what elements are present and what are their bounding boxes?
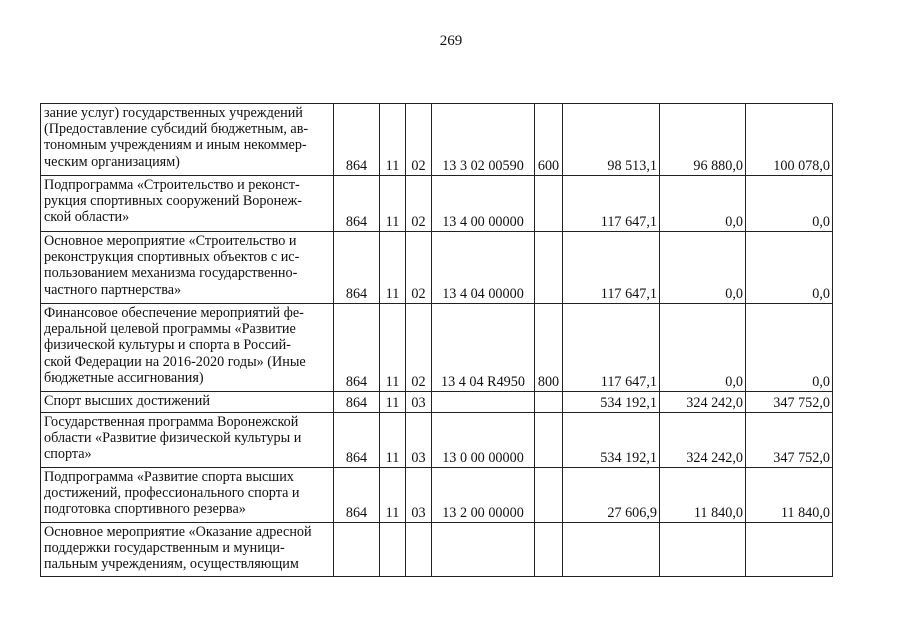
- row-description: Подпрограмма «Строительство и реконст- рукция спортивных сооружений Воронеж- ской области»: [41, 176, 334, 232]
- cell-amount-3: 0,0: [746, 304, 833, 392]
- cell-pr: 03: [406, 413, 432, 468]
- table-row: [41, 413, 833, 468]
- cell-amount-2: 324 242,0: [660, 413, 746, 468]
- cell-ved: [334, 523, 380, 577]
- cell-amount-2: 11 840,0: [660, 468, 746, 523]
- cell-csr: 13 4 04 00000: [432, 232, 535, 304]
- cell-amount-2: 0,0: [660, 176, 746, 232]
- cell-csr: 13 4 04 R4950: [432, 304, 535, 392]
- cell-amount-3: [746, 523, 833, 577]
- table-row: [41, 304, 833, 392]
- cell-vr: 600: [535, 104, 563, 176]
- cell-rz: 11: [380, 304, 406, 392]
- cell-amount-3: 100 078,0: [746, 104, 833, 176]
- row-description: Финансовое обеспечение мероприятий фе- деральной целевой программы «Развитие физической культуры и спорта в Россий- ской Федерации на 2016-2020 годы» (Иные бюджетные ассигнования): [41, 304, 334, 392]
- cell-vr: 800: [535, 304, 563, 392]
- cell-pr: 03: [406, 468, 432, 523]
- cell-ved: 864: [334, 104, 380, 176]
- cell-rz: 11: [380, 468, 406, 523]
- cell-ved: 864: [334, 392, 380, 413]
- cell-rz: 11: [380, 176, 406, 232]
- cell-rz: [380, 523, 406, 577]
- table-row: [41, 176, 833, 232]
- cell-amount-1: 534 192,1: [563, 392, 660, 413]
- cell-ved: 864: [334, 232, 380, 304]
- row-description: Подпрограмма «Развитие спорта высших достижений, профессионального спорта и подготовка спортивного резерва»: [41, 468, 334, 523]
- cell-csr: 13 3 02 00590: [432, 104, 535, 176]
- row-description: Основное мероприятие «Строительство и реконструкция спортивных объектов с ис- пользованием механизма государственно- частного партнерства»: [41, 232, 334, 304]
- cell-vr: [535, 232, 563, 304]
- table-row: [41, 468, 833, 523]
- cell-vr: [535, 176, 563, 232]
- budget-table: [40, 103, 833, 577]
- cell-amount-1: [563, 523, 660, 577]
- cell-amount-2: 0,0: [660, 304, 746, 392]
- cell-csr: 13 2 00 00000: [432, 468, 535, 523]
- cell-ved: 864: [334, 413, 380, 468]
- cell-rz: 11: [380, 413, 406, 468]
- cell-pr: 02: [406, 176, 432, 232]
- cell-csr: [432, 523, 535, 577]
- table-row: [41, 104, 833, 176]
- table-body: [41, 104, 833, 577]
- row-description: зание услуг) государственных учреждений (Предоставление субсидий бюджетным, ав- тономным учреждениям и иным некоммер- ческим организациям): [41, 104, 334, 176]
- cell-pr: [406, 523, 432, 577]
- row-description: Основное мероприятие «Оказание адресной поддержки государственным и муници- пальным учреждениям, осуществляющим: [41, 523, 334, 577]
- cell-rz: 11: [380, 392, 406, 413]
- cell-amount-1: 534 192,1: [563, 413, 660, 468]
- cell-csr: [432, 392, 535, 413]
- cell-pr: 02: [406, 232, 432, 304]
- cell-amount-1: 27 606,9: [563, 468, 660, 523]
- row-description: Спорт высших достижений: [41, 392, 334, 413]
- cell-vr: [535, 413, 563, 468]
- cell-amount-1: 98 513,1: [563, 104, 660, 176]
- cell-amount-1: 117 647,1: [563, 176, 660, 232]
- cell-ved: 864: [334, 176, 380, 232]
- cell-amount-2: 324 242,0: [660, 392, 746, 413]
- table-row: [41, 523, 833, 577]
- cell-amount-3: 0,0: [746, 232, 833, 304]
- cell-vr: [535, 468, 563, 523]
- cell-ved: 864: [334, 304, 380, 392]
- table-row: [41, 392, 833, 413]
- cell-amount-1: 117 647,1: [563, 304, 660, 392]
- cell-amount-3: 347 752,0: [746, 392, 833, 413]
- cell-vr: [535, 523, 563, 577]
- cell-amount-3: 11 840,0: [746, 468, 833, 523]
- cell-amount-2: 96 880,0: [660, 104, 746, 176]
- cell-vr: [535, 392, 563, 413]
- cell-amount-2: 0,0: [660, 232, 746, 304]
- cell-amount-1: 117 647,1: [563, 232, 660, 304]
- cell-pr: 02: [406, 304, 432, 392]
- row-description: Государственная программа Воронежской области «Развитие физической культуры и спорта»: [41, 413, 334, 468]
- table-row: [41, 232, 833, 304]
- cell-amount-3: 347 752,0: [746, 413, 833, 468]
- cell-amount-2: [660, 523, 746, 577]
- page-number: 269: [439, 33, 463, 49]
- cell-rz: 11: [380, 104, 406, 176]
- cell-pr: 03: [406, 392, 432, 413]
- cell-rz: 11: [380, 232, 406, 304]
- cell-csr: 13 4 00 00000: [432, 176, 535, 232]
- cell-pr: 02: [406, 104, 432, 176]
- cell-ved: 864: [334, 468, 380, 523]
- cell-csr: 13 0 00 00000: [432, 413, 535, 468]
- cell-amount-3: 0,0: [746, 176, 833, 232]
